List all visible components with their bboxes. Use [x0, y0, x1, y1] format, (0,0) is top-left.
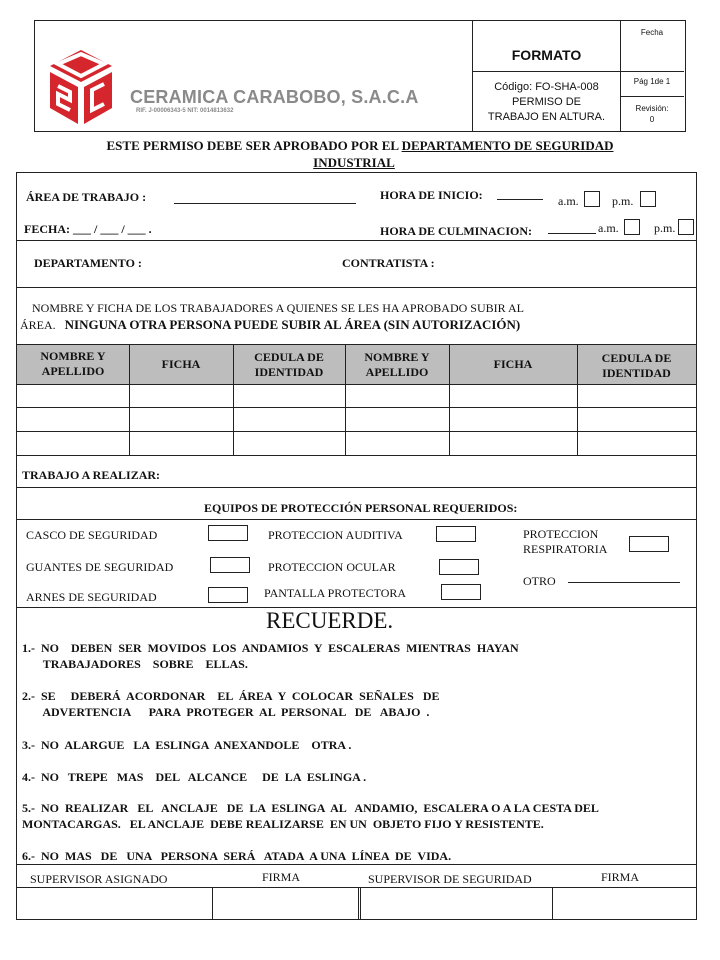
code-line: Código: FO-SHA-008 [494, 81, 599, 93]
reminder-item-6: 6.- NO MAS DE UNA PERSONA SERÁ ATADA A UNA LÍNEA DE VIDA. [22, 849, 452, 863]
header-name-1: NOMBRE Y APELLIDO [40, 349, 106, 378]
header-hline-3 [620, 96, 684, 97]
ppe-helmet-label: CASCO DE SEGURIDAD [26, 528, 158, 542]
ppe-helmet-checkbox[interactable] [208, 525, 248, 541]
date-label: Fecha [640, 28, 664, 37]
end-time-label: HORA DE CULMINACION: [380, 224, 533, 238]
header-hline-2 [620, 71, 684, 72]
start-time-label: HORA DE INICIO: [380, 188, 483, 202]
signature-label-1: FIRMA [262, 870, 301, 884]
signature-col-line [358, 887, 359, 919]
section-divider [16, 287, 696, 288]
ppe-hearing-checkbox[interactable] [436, 526, 476, 542]
header-id-2: FICHA [493, 357, 533, 371]
start-time-input[interactable] [497, 199, 543, 200]
end-pm-checkbox[interactable] [678, 219, 694, 235]
header-id-1: FICHA [161, 357, 201, 371]
safety-supervisor-field[interactable] [361, 888, 551, 918]
start-pm-checkbox[interactable] [640, 191, 656, 207]
approval-note [20, 137, 700, 171]
ppe-gloves-label: GUANTES DE SEGURIDAD [26, 560, 174, 574]
section-divider [16, 864, 696, 865]
approval-note-department: DEPARTAMENTO DE SEGURIDAD [401, 138, 614, 153]
reminder-item-4: 4.- NO TREPE MAS DEL ALCANCE DE LA ESLINGA . [22, 770, 367, 784]
header-cedula-2: CEDULA DE IDENTIDAD [601, 351, 672, 380]
code-line: TRABAJO EN ALTURA. [487, 111, 606, 123]
workers-note-line2 [20, 317, 520, 333]
ppe-hearing-label: PROTECCION AUDITIVA [268, 528, 403, 542]
section-divider [16, 519, 696, 520]
revision-value: 0 [649, 115, 655, 124]
approval-note-line2: INDUSTRIAL [313, 155, 395, 170]
safety-supervisor-label: SUPERVISOR DE SEGURIDAD [368, 872, 532, 886]
end-am-checkbox[interactable] [624, 219, 640, 235]
ppe-eye-label: PROTECCION OCULAR [268, 560, 396, 574]
work-to-do-label[interactable]: TRABAJO A REALIZAR: [22, 468, 161, 482]
ppe-harness-label: ARNES DE SEGURIDAD [26, 590, 157, 604]
section-divider [16, 487, 696, 488]
safety-firma-field[interactable] [553, 888, 695, 918]
row-line [16, 455, 696, 456]
table-row[interactable] [17, 384, 695, 407]
company-rif: RIF. J-00006343-5 NIT: 0014813632 [136, 108, 234, 114]
ppe-gloves-checkbox[interactable] [210, 557, 250, 573]
ppe-other-label: OTRO [523, 574, 556, 588]
ppe-respiratory-checkbox[interactable] [629, 536, 669, 552]
workers-note-area: ÁREA. [20, 318, 56, 332]
reminder-item-3: 3.- NO ALARGUE LA ESLINGA ANEXANDOLE OTRA . [22, 738, 352, 752]
ppe-respiratory-label: PROTECCION RESPIRATORIA [523, 527, 608, 556]
table-row[interactable] [17, 432, 695, 455]
document-code [472, 80, 621, 125]
area-input[interactable] [174, 203, 356, 204]
department-label[interactable]: DEPARTAMENTO : [34, 256, 142, 270]
supervisor-signature-field[interactable] [17, 888, 211, 918]
code-line: PERMISO DE [511, 96, 582, 108]
section-divider [16, 240, 696, 241]
approval-note-prefix: ESTE PERMISO DEBE SER APROBADO POR EL [106, 138, 402, 153]
page-label: Pág 1de 1 [633, 77, 671, 86]
end-am-label: a.m. [598, 221, 619, 235]
ppe-title: EQUIPOS DE PROTECCIÓN PERSONAL REQUERIDOS: [204, 501, 518, 515]
ppe-face-shield-checkbox[interactable] [441, 584, 481, 600]
header-cedula-1: CEDULA DE IDENTIDAD [254, 350, 324, 379]
contractor-label[interactable]: CONTRATISTA : [342, 256, 435, 270]
workers-note-line1: NOMBRE Y FICHA DE LOS TRABAJADORES A QUIENES SE LES HA APROBADO SUBIR AL [32, 301, 524, 315]
workers-note-warning: NINGUNA OTRA PERSONA PUEDE SUBIR AL ÁREA (SIN AUTORIZACIÓN) [64, 317, 521, 332]
reminder-item-1: 1.- NO DEBEN SER MOVIDOS LOS ANDAMIOS Y ESCALERAS MIENTRAS HAYAN TRABAJADORES SOBRE ELLAS. [22, 641, 519, 671]
ppe-harness-checkbox[interactable] [208, 587, 248, 603]
start-am-label: a.m. [558, 194, 579, 208]
supervisor-firma-field[interactable] [213, 888, 357, 918]
date-field[interactable]: FECHA: ___ / ___ / ___ . [24, 222, 152, 236]
end-time-input[interactable] [548, 233, 596, 234]
supervisor-label: SUPERVISOR ASIGNADO [30, 872, 168, 886]
ppe-other-input[interactable] [568, 582, 680, 583]
header-name-2: NOMBRE Y APELLIDO [364, 350, 430, 379]
signature-label-2: FIRMA [601, 870, 640, 884]
revision-label: Revisión: [635, 104, 669, 113]
end-pm-label: p.m. [654, 221, 676, 235]
reminder-title: RECUERDE. [266, 608, 394, 633]
reminder-item-2: 2.- SE DEBERÁ ACORDONAR EL ÁREA Y COLOCAR SEÑALES DE ADVERTENCIA PARA PROTEGER AL PERSONAL DE ABAJO . [22, 689, 440, 719]
header-hline-1 [472, 71, 621, 72]
area-label: ÁREA DE TRABAJO : [26, 190, 147, 204]
start-am-checkbox[interactable] [584, 191, 600, 207]
start-pm-label: p.m. [612, 194, 634, 208]
ppe-eye-checkbox[interactable] [439, 559, 479, 575]
format-label: FORMATO [511, 47, 582, 63]
company-logo-icon [46, 48, 116, 126]
table-row[interactable] [17, 408, 695, 431]
reminder-item-5: 5.- NO REALIZAR EL ANCLAJE DE LA ESLINGA AL ANDAMIO, ESCALERA O A LA CESTA DEL MONTACARGAS. EL ANCLAJE DEBE REALIZARSE EN UN OBJETO FIJO Y RESISTENTE. [22, 801, 599, 831]
revision-block [620, 103, 684, 125]
ppe-face-shield-label: PANTALLA PROTECTORA [264, 586, 407, 600]
company-name: CERAMICA CARABOBO, S.A.C.A [130, 87, 419, 107]
